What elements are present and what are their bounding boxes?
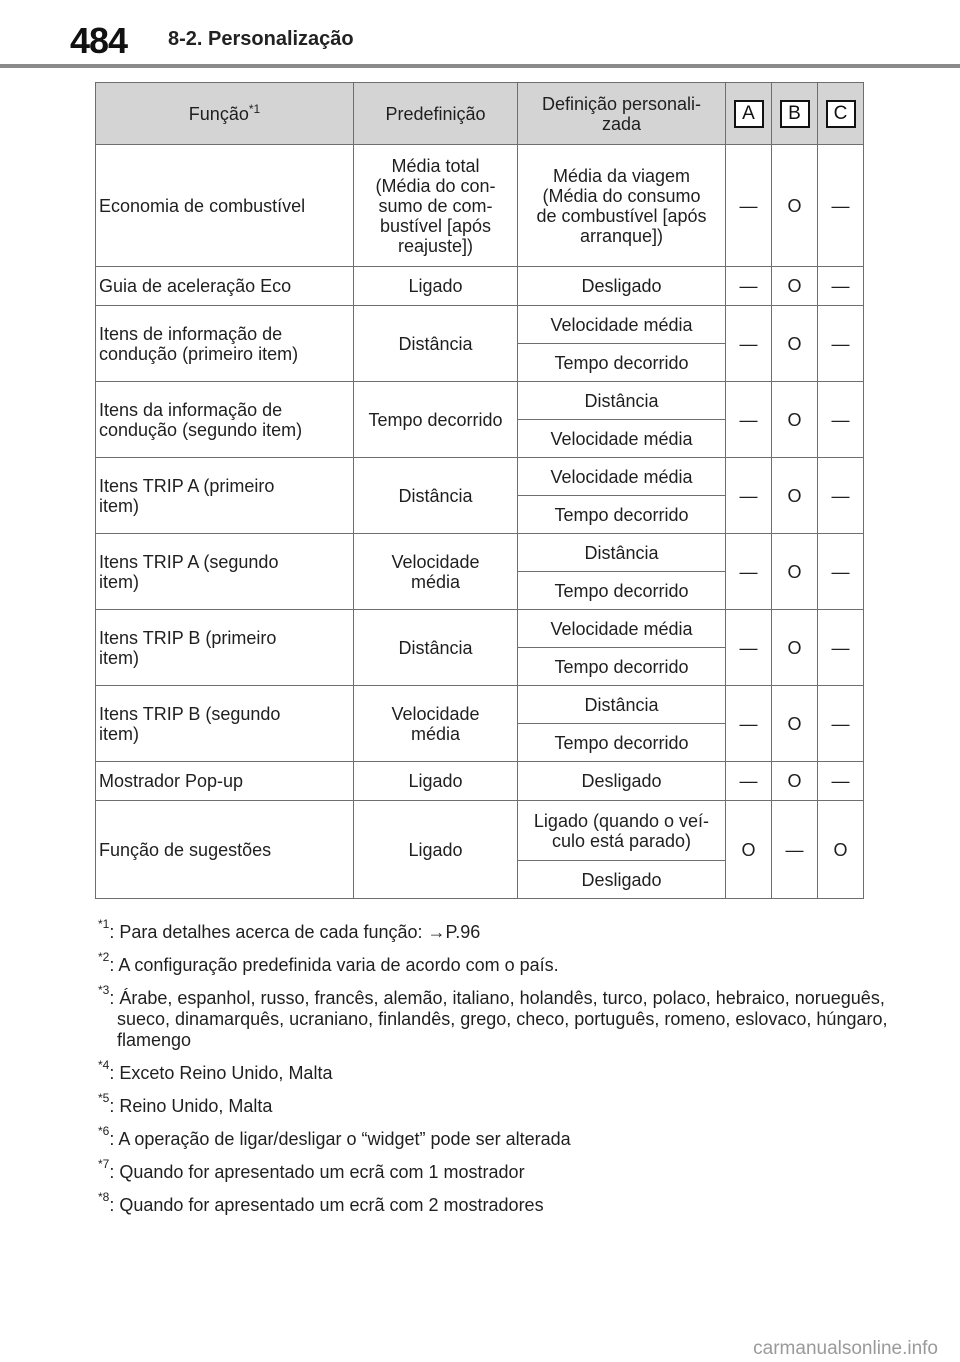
cell-a: — [726, 762, 772, 801]
cell-custom-option: Velocidade média [518, 610, 726, 648]
cell-default: Ligado [354, 801, 518, 899]
cell-b: O [772, 610, 818, 686]
cell-c: — [818, 306, 864, 382]
page-number: 484 [70, 20, 128, 61]
cell-b: O [772, 267, 818, 306]
table-row [96, 534, 864, 572]
cell-custom-option: Desligado [518, 267, 726, 306]
cell-a: — [726, 267, 772, 306]
cell-custom-option: Tempo decorrido [518, 344, 726, 382]
cell-c: — [818, 382, 864, 458]
cell-function: Itens TRIP A (primeiro item) [96, 458, 354, 534]
cell-custom-option: Distância [518, 686, 726, 724]
cell-custom-option: Velocidade média [518, 420, 726, 458]
footnote-text: : Árabe, espanhol, russo, francês, alemão, italiano, holandês, turco, polaco, hebraico, norueguês, sueco, dinamarquês, ucraniano, finlandês, grego, checo, português, romeno, eslovaco, húngaro, flamengo [109, 988, 888, 1050]
cell-c: — [818, 534, 864, 610]
cell-custom-option: Tempo decorrido [518, 724, 726, 762]
column-a-box: A [734, 100, 764, 128]
table-row [96, 686, 864, 724]
footnote [98, 1157, 888, 1183]
column-header-function: Função$^{*1}$ [96, 83, 354, 145]
cell-default: Ligado [354, 267, 518, 306]
cell-function: Itens da informação de condução (segundo item) [96, 382, 354, 458]
footnote-mark: *6 [98, 1124, 110, 1138]
footnote-mark: *8 [98, 1190, 110, 1204]
table-header-row [96, 83, 864, 145]
cell-a: — [726, 145, 772, 267]
footnote [98, 1091, 888, 1117]
table-row [96, 458, 864, 496]
cell-b: O [772, 686, 818, 762]
cell-default: Distância [354, 610, 518, 686]
cell-custom-option: Desligado [518, 861, 726, 899]
footnote [98, 950, 888, 976]
cell-custom-option: Velocidade média [518, 306, 726, 344]
cell-a: — [726, 610, 772, 686]
column-c-box: C [826, 100, 856, 128]
cell-b: O [772, 534, 818, 610]
cell-function: Itens TRIP A (segundo item) [96, 534, 354, 610]
cell-default: Tempo decorrido [354, 382, 518, 458]
footnote-text: : Quando for apresentado um ecrã com 2 mostradores [109, 1195, 544, 1215]
footnote-ref: *1 [248, 101, 261, 116]
settings-table [95, 82, 864, 899]
cell-function: Itens TRIP B (segundo item) [96, 686, 354, 762]
cell-custom-option: Desligado [518, 762, 726, 801]
cell-custom-option: Velocidade média [518, 458, 726, 496]
footnote-mark: *1 [98, 917, 110, 931]
cell-function: Mostrador Pop-up [96, 762, 354, 801]
footnote [98, 983, 888, 1051]
footnote-mark: *5 [98, 1091, 110, 1105]
cell-a: — [726, 458, 772, 534]
cell-custom-option: Distância [518, 382, 726, 420]
cell-custom-option: Tempo decorrido [518, 572, 726, 610]
footnote-text: : Para detalhes acerca de cada função: →P.96 [109, 922, 481, 942]
table-body [96, 145, 864, 899]
cell-default: Distância [354, 306, 518, 382]
cell-b: — [772, 801, 818, 899]
cell-c: — [818, 145, 864, 267]
column-header-c [818, 83, 864, 145]
cell-a: — [726, 382, 772, 458]
cell-b: O [772, 382, 818, 458]
cell-a: — [726, 534, 772, 610]
cell-b: O [772, 458, 818, 534]
cell-a: — [726, 686, 772, 762]
table-row [96, 801, 864, 861]
footnote-text: : A configuração predefinida varia de acordo com o país. [109, 955, 559, 975]
cell-c: O [818, 801, 864, 899]
cell-c: — [818, 458, 864, 534]
footnotes [98, 917, 888, 1228]
cell-default: Ligado [354, 762, 518, 801]
cell-a: — [726, 306, 772, 382]
cell-custom-option: Distância [518, 534, 726, 572]
cell-c: — [818, 762, 864, 801]
cell-function: Itens TRIP B (primeiro item) [96, 610, 354, 686]
footnote-text: : Quando for apresentado um ecrã com 1 mostrador [109, 1162, 525, 1182]
footnote-text: : A operação de ligar/desligar o “widget” pode ser alterada [109, 1129, 571, 1149]
footnote-mark: *2 [98, 950, 110, 964]
table-row [96, 382, 864, 420]
cell-c: — [818, 610, 864, 686]
footnote-text: : Reino Unido, Malta [109, 1096, 273, 1116]
table-row [96, 306, 864, 344]
cell-b: O [772, 145, 818, 267]
footnote-mark: *4 [98, 1058, 110, 1072]
footnote-mark: *7 [98, 1157, 110, 1171]
cell-b: O [772, 762, 818, 801]
column-header-custom: Definição personali- zada [518, 83, 726, 145]
cell-default: Velocidade média [354, 686, 518, 762]
cell-custom-option: Média da viagem (Média do consumo de combustível [após arranque]) [518, 145, 726, 267]
cell-custom-option: Tempo decorrido [518, 648, 726, 686]
cell-c: — [818, 267, 864, 306]
cell-c: — [818, 686, 864, 762]
page-header [0, 0, 960, 70]
table-row [96, 145, 864, 267]
cell-default: Velocidade média [354, 534, 518, 610]
footnote [98, 1058, 888, 1084]
cell-default: Média total (Média do con- sumo de com- bustível [após reajuste]) [354, 145, 518, 267]
cell-function: Função de sugestões [96, 801, 354, 899]
column-header-default: Predefinição [354, 83, 518, 145]
column-header-a [726, 83, 772, 145]
column-b-box: B [780, 100, 810, 128]
cell-function: Itens de informação de condução (primeiro item) [96, 306, 354, 382]
cell-custom-option: Ligado (quando o veí- culo está parado) [518, 801, 726, 861]
footnote [98, 1124, 888, 1150]
footnote-mark: *3 [98, 983, 110, 997]
cell-a: O [726, 801, 772, 899]
table-row [96, 610, 864, 648]
footnote [98, 1190, 888, 1216]
table-row [96, 762, 864, 801]
footnote [98, 917, 888, 943]
table-row [96, 267, 864, 306]
cell-default: Distância [354, 458, 518, 534]
column-header-b [772, 83, 818, 145]
section-title: 8-2. Personalização [168, 28, 354, 50]
cell-custom-option: Tempo decorrido [518, 496, 726, 534]
cell-b: O [772, 306, 818, 382]
header-rule [0, 64, 960, 68]
watermark: carmanualsonline.info [753, 1338, 938, 1359]
cell-function: Economia de combustível [96, 145, 354, 267]
cell-function: Guia de aceleração Eco [96, 267, 354, 306]
footnote-text: : Exceto Reino Unido, Malta [109, 1063, 333, 1083]
